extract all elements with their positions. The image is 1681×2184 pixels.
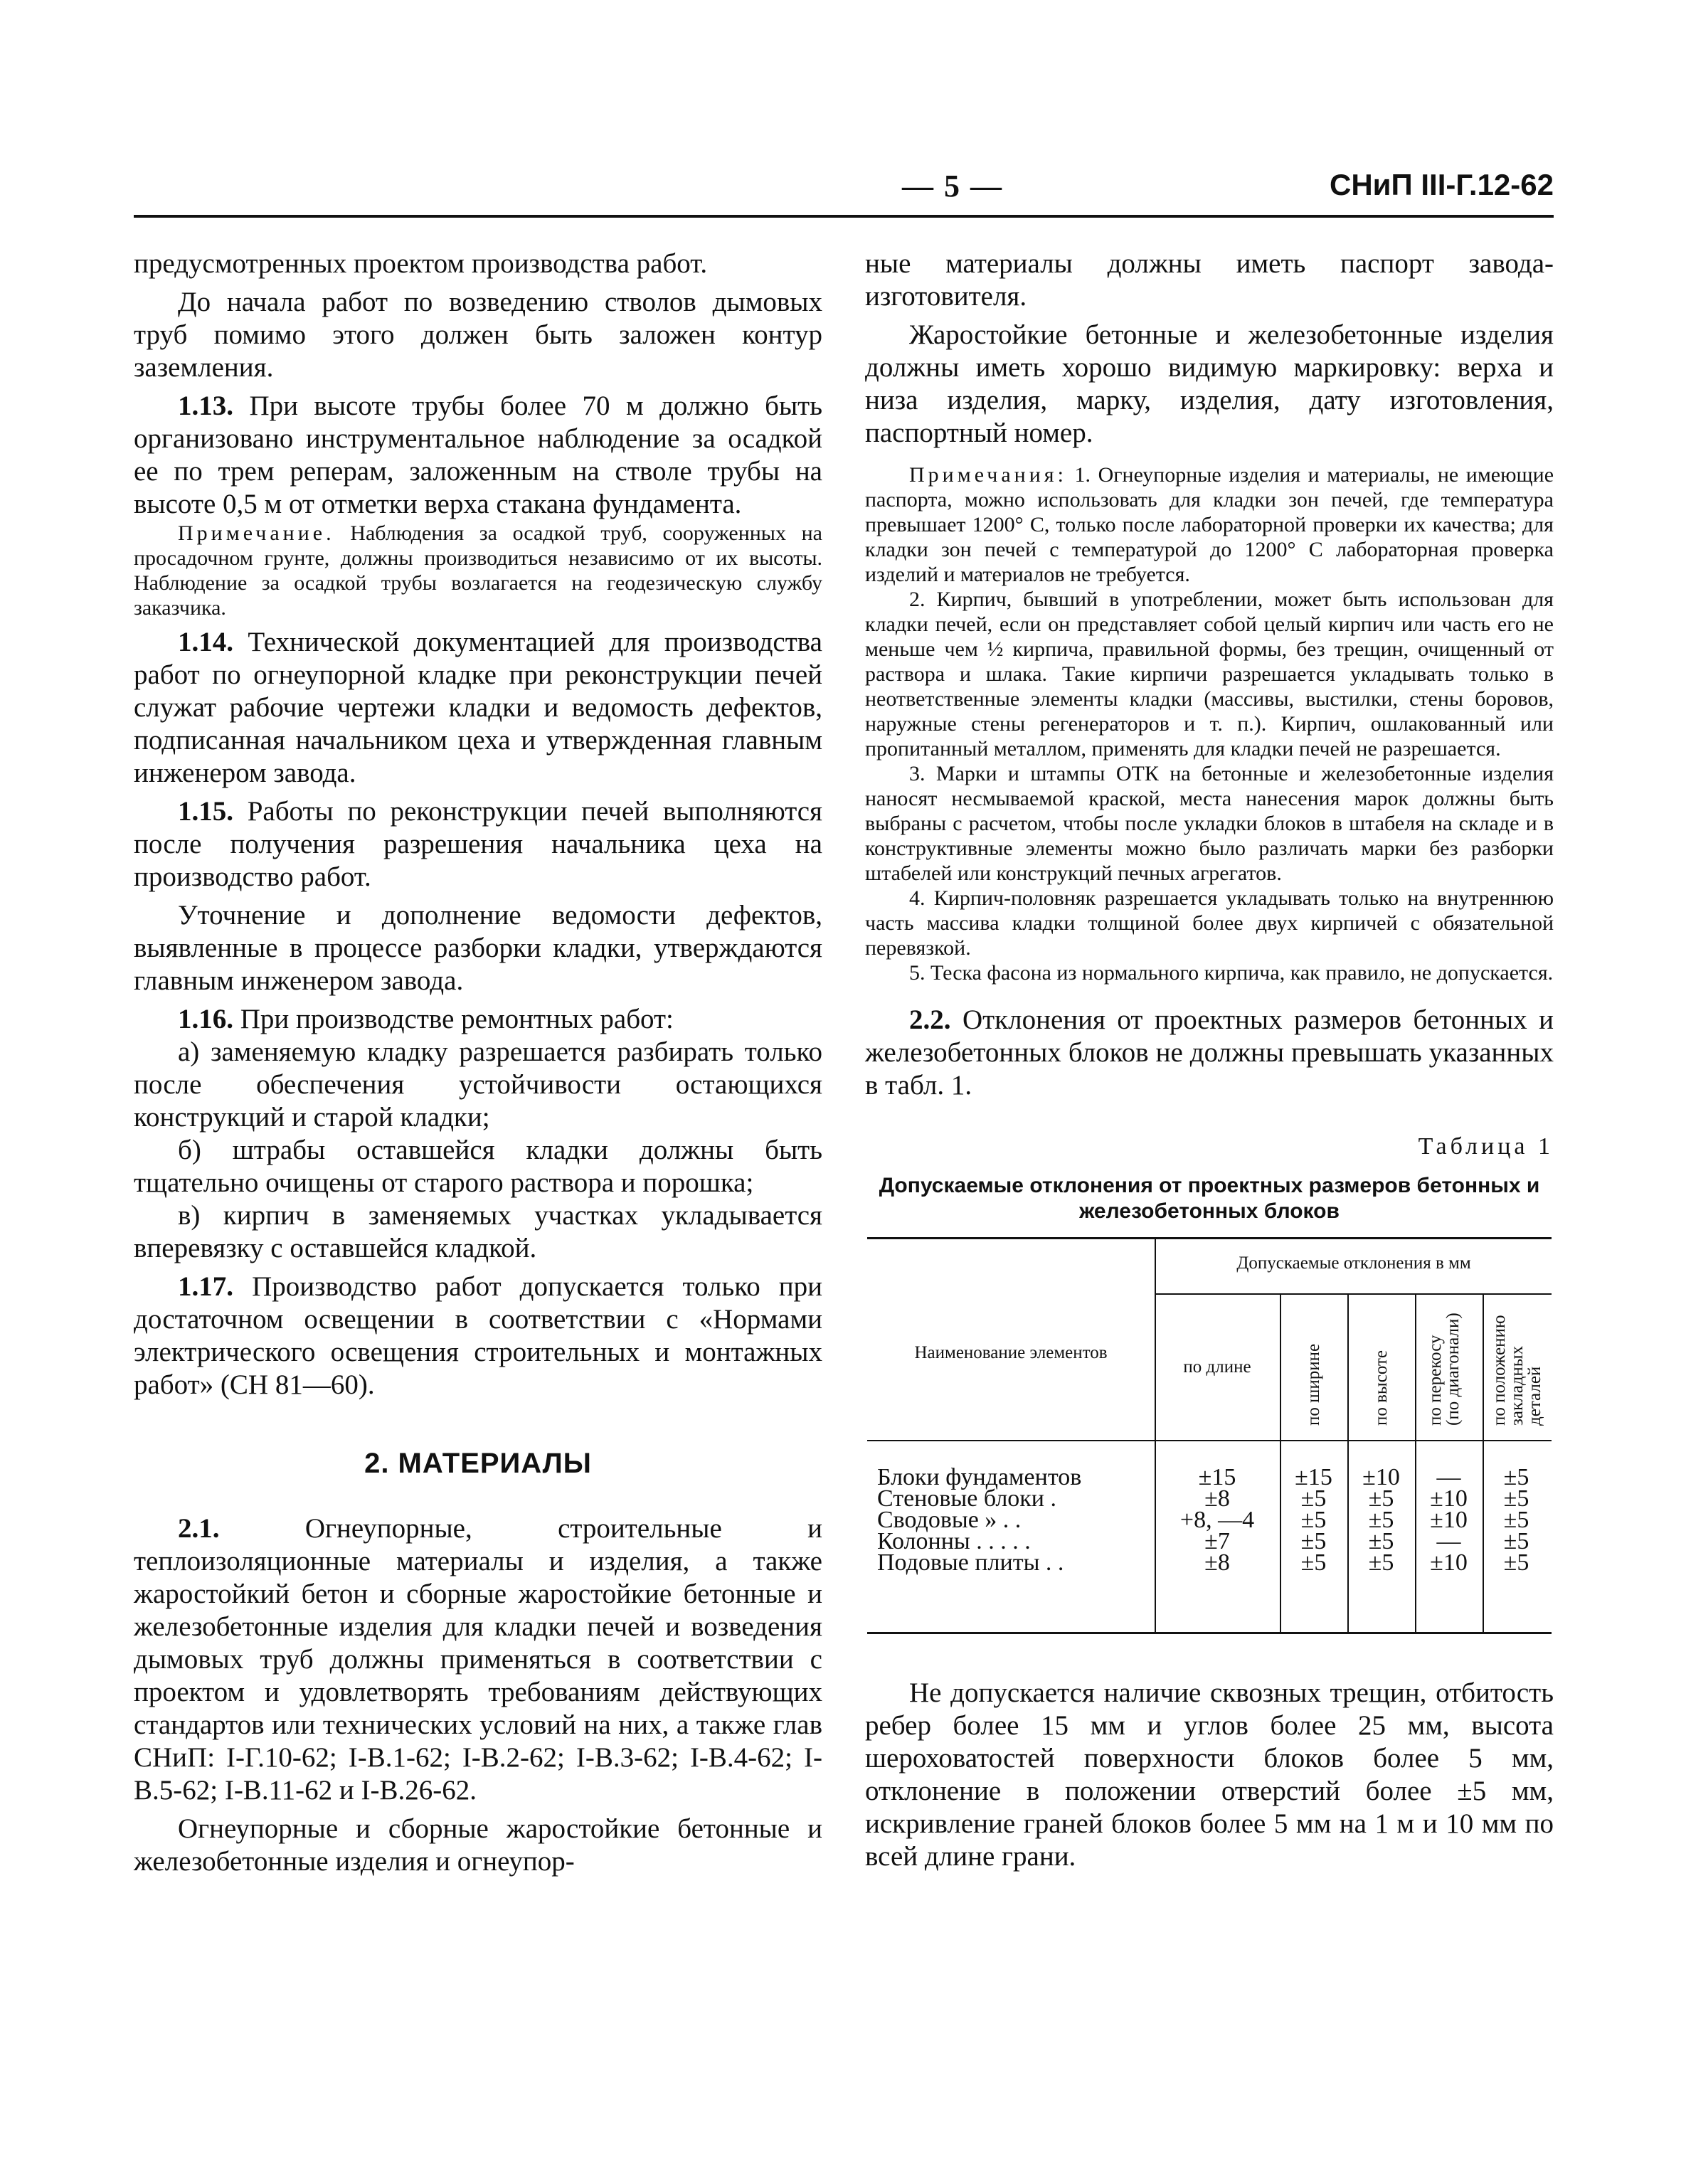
table-rule (1280, 1293, 1281, 1632)
table-rule (1155, 1293, 1552, 1295)
right-column (865, 248, 1554, 1873)
note: 2. Кирпич, бывший в употреблении, может быть использован для кладки печей, если он представляет собой целый кирпич или часть его не меньше чем ½ кирпича, правильной формы, без трещин, очищенный от раствора и шлака. Такие кирпичи разрешается укладывать только в неответственные элементы кладки (массивы, выстилки, стены боровов, наружные стены регенераторов и т. п.). Кирпич, ошлакованный или пропитанный металлом, применять для кладки печей не разрешается. (865, 588, 1554, 760)
cell-height: ±5 (1368, 1485, 1394, 1512)
clause-1-17 (134, 1271, 822, 1401)
cell-height: ±5 (1368, 1528, 1394, 1554)
table-rule (1415, 1293, 1416, 1632)
table-rule (867, 1440, 1552, 1441)
column-header-name: Наименование элементов (914, 1343, 1108, 1362)
cell-height: ±5 (1368, 1507, 1394, 1533)
clause-text: Отклонения от проектных размеров бетонных и железобетонных блоков не должны превышать указанных в табл. 1. (865, 1004, 1554, 1101)
note-label: Примечание. (178, 521, 335, 545)
row-name: Блоки фундаментов (877, 1464, 1082, 1490)
clause-1-13 (134, 390, 822, 521)
column-header-width: по ширине (1304, 1343, 1323, 1426)
clause-text: Огнеупорные, строительные и теплоизоляционные материалы и изделия, а также жаростойкий бетон и сборные жаростойкие бетонные и железобетонные изделия для кладки печей и возведения дымовых труб должны применяться в соответствии с проектом и удовлетворять требованиям действующих стандартов или технических условий на них, а также глав СНиП: I-Г.10-62; I-В.1-62; I-В.2-62; I-В.3-62; I-В.4-62; I-В.5-62; I-В.11-62 и I-В.26-62. (134, 1513, 823, 1806)
clause-1-14 (134, 626, 822, 790)
table-rule (1347, 1293, 1349, 1632)
cell-length: ±7 (1204, 1528, 1230, 1554)
paragraph: Уточнение и дополнение ведомости дефектов, выявленные в процессе разборки кладки, утверждаются главным инженером завода. (134, 900, 822, 996)
list-item: а) заменяемую кладку разрешается разбирать только после обеспечения устойчивости остающихся конструкций и старой кладки; (134, 1037, 822, 1133)
page-header (134, 168, 1554, 211)
clause-2-2 (865, 1004, 1554, 1102)
clause-text: При производстве ремонтных работ: (240, 1004, 674, 1034)
clause-number: 1.15. (178, 796, 233, 827)
cell-width: ±5 (1300, 1528, 1327, 1554)
cell-embed: ±5 (1503, 1528, 1529, 1554)
clause-number: 1.17. (178, 1271, 233, 1302)
cell-skew: — (1436, 1464, 1461, 1490)
clause-number: 1.16. (178, 1004, 233, 1034)
note (134, 521, 822, 620)
note: 5. Теска фасона из нормального кирпича, как правило, не допускается. (909, 961, 1554, 985)
cell-length: +8, —4 (1179, 1507, 1255, 1533)
document-code: СНиП III-Г.12-62 (1330, 168, 1554, 201)
clause-number: 1.13. (178, 391, 233, 421)
paragraph: Огнеупорные и сборные жаростойкие бетонные и железобетонные изделия и огнеупор- (134, 1813, 822, 1877)
cell-length: ±8 (1204, 1485, 1230, 1512)
clause-number: 2.2. (909, 1004, 951, 1035)
note: 3. Марки и штампы ОТК на бетонные и железобетонные изделия наносят несмываемой краской, места нанесения марок должны быть выбраны с расчетом, чтобы после укладки блоков в штабеля на складе и в конструктивные элементы можно было различать марки без разборки штабелей или конструкций печных агрегатов. (865, 762, 1554, 885)
cell-width: ±5 (1300, 1485, 1327, 1512)
clause-1-16 (134, 1003, 822, 1036)
cell-width: ±5 (1300, 1549, 1327, 1576)
row-name: Подовые плиты . . (877, 1549, 1064, 1576)
cell-skew: ±10 (1430, 1549, 1468, 1576)
clause-text: Работы по реконструкции печей выполняются после получения разрешения начальника цеха на производство работ. (134, 796, 822, 892)
clause-text: Производство работ допускается только при достаточном освещении в соответствии с «Нормами электрического освещения строительных и монтажных работ» (СН 81—60). (134, 1271, 823, 1400)
row-name: Сводовые » . . (877, 1507, 1022, 1533)
list-item: б) штрабы оставшейся кладки должны быть тщательно очищены от старого раствора и порошка; (134, 1135, 822, 1198)
paragraph: Не допускается наличие сквозных трещин, отбитость ребер более 15 мм и углов более 25 мм, высота шероховатостей поверхности блоков более 5 мм, отклонение в положении отверстий более ±5 мм, искривление граней блоков более 5 мм на 1 м и 10 мм по всей длине грани. (865, 1677, 1554, 1872)
list-item: в) кирпич в заменяемых участках укладывается вперевязку с оставшейся кладкой. (134, 1200, 822, 1263)
column-header-length: по длине (1183, 1357, 1251, 1377)
left-column (134, 248, 822, 1878)
group-header: Допускаемые отклонения в мм (1236, 1253, 1471, 1273)
paragraph: предусмотренных проектом производства работ. (134, 248, 708, 279)
notes-label: Примечания: (909, 463, 1067, 487)
note (865, 462, 1554, 587)
cell-length: ±15 (1198, 1464, 1236, 1490)
table-title: Допускаемые отклонения от проектных размеров бетонных и железобетонных блоков (879, 1174, 1540, 1223)
row-name: Стеновые блоки . (877, 1485, 1056, 1512)
clause-text: Технической документацией для производства работ по огнеупорной кладке при реконструкции печей служат рабочие чертежи кладки и ведомость дефектов, подписанная начальником цеха и утвержденная главным инженером завода. (134, 627, 822, 788)
cell-height: ±5 (1368, 1549, 1394, 1576)
clause-number: 1.14. (178, 627, 233, 657)
cell-length: ±8 (1204, 1549, 1230, 1576)
paragraph: ные материалы должны иметь паспорт завода-изготовителя. (865, 248, 1554, 312)
column-header-embed: по положению закладных деталей (1490, 1315, 1544, 1426)
cell-height: ±10 (1362, 1464, 1400, 1490)
clause-2-1 (134, 1512, 822, 1807)
cell-embed: ±5 (1503, 1549, 1529, 1576)
cell-width: ±5 (1300, 1507, 1327, 1533)
clause-text: При высоте трубы более 70 м должно быть организовано инструментальное наблюдение за осадкой ее по трем реперам, заложенным на стволе трубы на высоте 0,5 м от отметки верха стакана фундамента. (134, 391, 822, 519)
clause-1-15 (134, 795, 822, 894)
deviation-table (867, 1237, 1552, 1634)
header-rule (134, 215, 1554, 218)
table-rule (1483, 1293, 1484, 1632)
note-text: Наблюдения за осадкой труб, сооруженных на просадочном грунте, должны производиться независимо от их высоты. Наблюдение за осадкой трубы возлагается на геодезическую службу заказчика. (134, 521, 822, 620)
cell-skew: — (1436, 1528, 1461, 1554)
page-number: — 5 — (902, 169, 1003, 203)
cell-embed: ±5 (1503, 1507, 1529, 1533)
column-header-height: по высоте (1372, 1350, 1391, 1426)
cell-skew: ±10 (1430, 1507, 1468, 1533)
cell-width: ±15 (1295, 1464, 1332, 1490)
column-header-skew: по перекосу (по диагонали) (1426, 1313, 1463, 1426)
section-title: 2. МАТЕРИАЛЫ (364, 1448, 592, 1479)
note-text: 1. Огнеупорные изделия и материалы, не имеющие паспорта, можно использовать для кладки зон печей, где температура превышает 1200° С, только после лабораторной проверки их качества; для кладки зон печей с температурой до 1200° С лабораторная проверка изделий и материалов не требуется. (865, 463, 1554, 586)
note: 4. Кирпич-половняк разрешается укладывать только на внутреннюю часть массива кладки толщиной более двух кирпичей с обязательной перевязкой. (865, 886, 1554, 960)
table-label: Таблица 1 (1418, 1133, 1554, 1160)
cell-embed: ±5 (1503, 1464, 1529, 1490)
paragraph: Жаростойкие бетонные и железобетонные изделия должны иметь хорошо видимую маркировку: верха и низа изделия, марку, изделия, дату изготовления, паспортный номер. (865, 319, 1554, 448)
cell-embed: ±5 (1503, 1485, 1529, 1512)
cell-skew: ±10 (1430, 1485, 1468, 1512)
paragraph: До начала работ по возведению стволов дымовых труб помимо этого должен быть заложен контур заземления. (134, 287, 822, 383)
row-name: Колонны . . . . . (877, 1528, 1031, 1554)
clause-number: 2.1. (178, 1513, 220, 1544)
